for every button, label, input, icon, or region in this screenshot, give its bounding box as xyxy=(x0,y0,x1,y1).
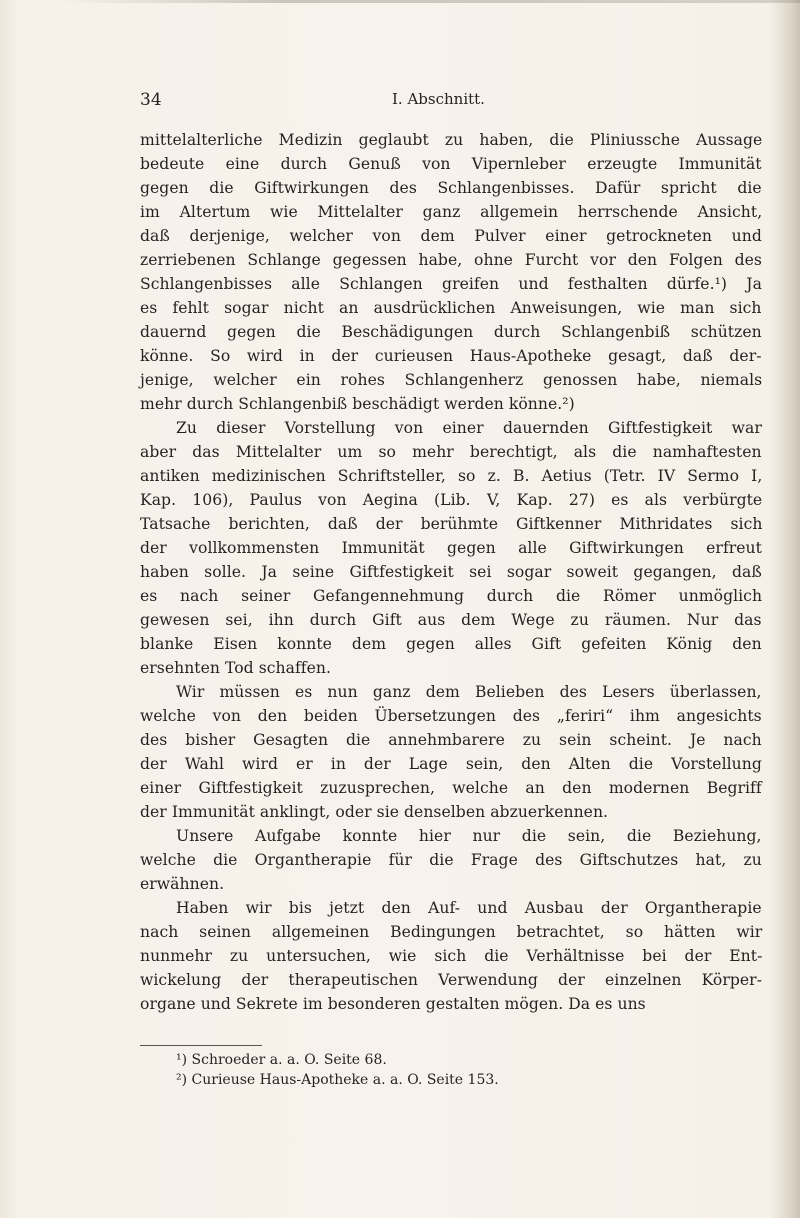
text-line: welche die Organtherapie für die Frage des Giftschutzes hat, zu xyxy=(140,851,762,869)
body-text xyxy=(140,128,762,1016)
text-line: blanke Eisen konnte dem gegen alles Gift gefeiten König den xyxy=(140,635,762,653)
paragraph xyxy=(140,896,762,1016)
text-line: Haben wir bis jetzt den Auf- und Ausbau der Organtherapie xyxy=(176,899,762,917)
text-line: Wir müssen es nun ganz dem Belieben des Lesers überlassen, xyxy=(176,683,762,701)
text-line: gewesen sei, ihn durch Gift aus dem Wege zu räumen. Nur das xyxy=(140,611,762,629)
text-line: Unsere Aufgabe konnte hier nur die sein, die Beziehung, xyxy=(176,827,762,845)
paragraph xyxy=(140,128,762,416)
page-edge-line xyxy=(60,0,800,3)
text-line: einer Giftfestigkeit zuzusprechen, welche an den modernen Begriff xyxy=(140,779,762,797)
text-line: wickelung der therapeutischen Verwendung der einzelnen Körper- xyxy=(140,971,763,989)
text-line: welche von den beiden Übersetzungen des „feriri“ ihm angesichts xyxy=(140,707,762,725)
text-line: zerriebenen Schlange gegessen habe, ohne Furcht vor den Folgen des xyxy=(140,251,762,269)
text-line: gegen die Giftwirkungen des Schlangenbisses. Dafür spricht die xyxy=(140,179,762,197)
text-line: nunmehr zu untersuchen, wie sich die Verhältnisse bei der Ent- xyxy=(140,947,763,965)
text-line: haben solle. Ja seine Giftfestigkeit sei sogar soweit gegangen, daß xyxy=(140,563,762,581)
text-line: der Wahl wird er in der Lage sein, den Alten die Vorstellung xyxy=(140,755,762,773)
footnote-divider xyxy=(140,1045,262,1046)
text-line: aber das Mittelalter um so mehr berechtigt, als die namhaftesten xyxy=(140,443,762,461)
paragraph xyxy=(140,416,762,680)
text-line: ersehnten Tod schaffen. xyxy=(140,659,332,677)
text-line: Kap. 106), Paulus von Aegina (Lib. V, Kap. 27) es als verbürgte xyxy=(140,491,763,509)
text-line: dauernd gegen die Beschädigungen durch Schlangenbiß schützen xyxy=(140,323,762,341)
page-header xyxy=(0,90,800,114)
text-line: daß derjenige, welcher von dem Pulver einer getrockneten und xyxy=(140,227,762,245)
text-line: mittelalterliche Medizin geglaubt zu haben, die Pliniussche Aussage xyxy=(140,131,763,149)
text-line: antiken medizinischen Schriftsteller, so z. B. Aetius (Tetr. IV Sermo I, xyxy=(140,467,763,485)
text-line: Zu dieser Vorstellung von einer dauernden Giftfestigkeit war xyxy=(176,419,762,437)
text-line: nach seinen allgemeinen Bedingungen betrachtet, so hätten wir xyxy=(140,923,763,941)
text-line: der Immunität anklingt, oder sie denselben abzuerkennen. xyxy=(140,803,609,821)
text-line: erwähnen. xyxy=(140,875,225,893)
text-line: es nach seiner Gefangennehmung durch die Römer unmöglich xyxy=(140,587,763,605)
text-line: im Altertum wie Mittelalter ganz allgemein herrschende Ansicht, xyxy=(140,203,763,221)
footnotes xyxy=(176,1050,736,1090)
text-line: bedeute eine durch Genuß von Vipernleber erzeugte Immunität xyxy=(140,155,762,173)
paragraph xyxy=(140,824,762,896)
text-line: Tatsache berichten, daß der berühmte Giftkenner Mithridates sich xyxy=(140,515,763,533)
text-line: des bisher Gesagten die annehmbarere zu sein scheint. Je nach xyxy=(140,731,762,749)
text-line: mehr durch Schlangenbiß beschädigt werden könne.²) xyxy=(140,395,575,413)
running-head: I. Abschnitt. xyxy=(392,90,485,108)
text-line: es fehlt sogar nicht an ausdrücklichen Anweisungen, wie man sich xyxy=(140,299,762,317)
text-line: der vollkommensten Immunität gegen alle Giftwirkungen erfreut xyxy=(140,539,762,557)
footnote-2: ²) Curieuse Haus-Apotheke a. a. O. Seite 153. xyxy=(176,1072,499,1088)
text-line: jenige, welcher ein rohes Schlangenherz genossen habe, niemals xyxy=(140,371,763,389)
text-line: organe und Sekrete im besonderen gestalten mögen. Da es uns xyxy=(140,995,646,1013)
text-line: Schlangenbisses alle Schlangen greifen und festhalten dürfe.¹) Ja xyxy=(140,275,762,293)
page-number: 34 xyxy=(140,90,162,110)
text-line: könne. So wird in der curieusen Haus-Apotheke gesagt, daß der- xyxy=(140,347,762,365)
paragraph xyxy=(140,680,762,824)
footnote-1: ¹) Schroeder a. a. O. Seite 68. xyxy=(176,1052,387,1068)
